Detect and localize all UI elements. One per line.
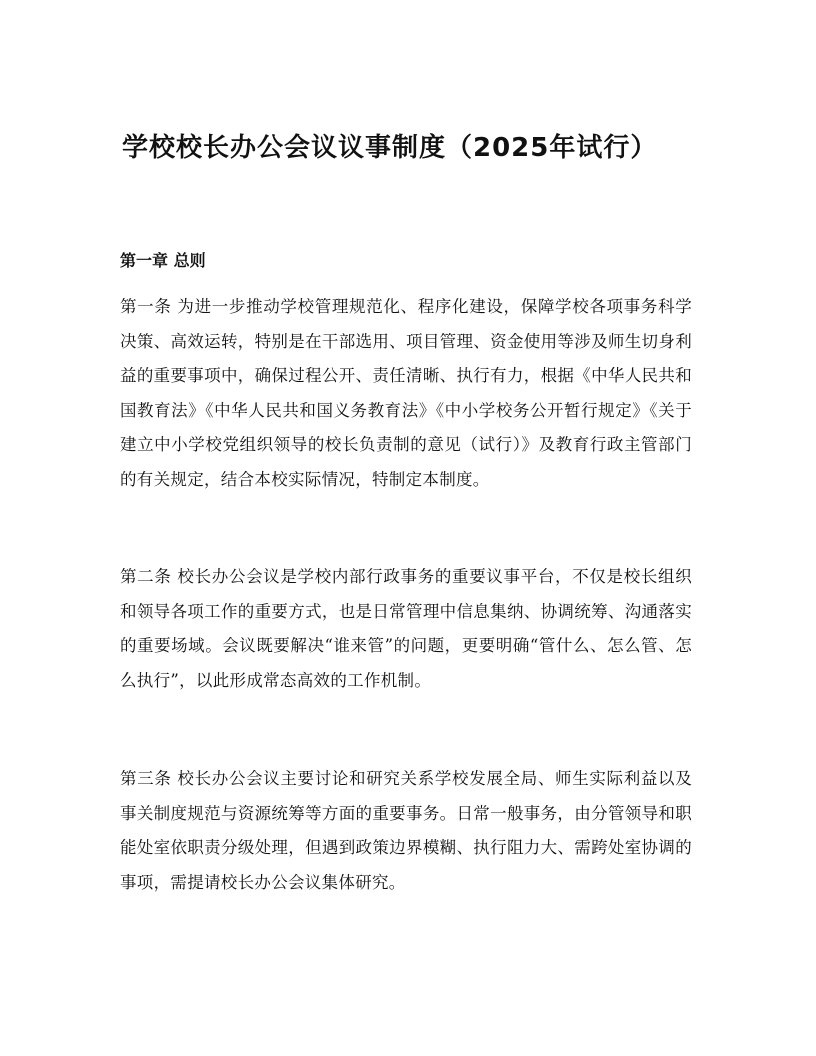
document-title: 学校校长办公会议议事制度（2025年试行） (122, 133, 658, 163)
article-1: 第一条 为进一步推动学校管理规范化、程序化建设，保障学校各项事务科学决策、高效运转，特别是在干部选用、项目管理、资金使用等涉及师生切身利益的重要事项中，确保过程公开、责任清晰、执行有力，根据《中华人民共和国教育法》《中华人民共和国义务教育法》《中小学校务公开暂行规定》《关于建立中小学校党组织领导的校长负责制的意见（试行）》及教育行政主管部门的有关规定，结合本校实际情况，特制定本制度。 (120, 297, 692, 489)
article-3: 第三条 校长办公会议主要讨论和研究关系学校发展全局、师生实际利益以及事关制度规范与资源统筹等方面的重要事务。日常一般事务，由分管领导和职能处室依职责分级处理，但遇到政策边界模糊、执行阻力大、需跨处室协调的事项，需提请校长办公会议集体研究。 (120, 769, 692, 892)
chapter-heading: 第一章 总则 (120, 251, 206, 270)
article-2: 第二条 校长办公会议是学校内部行政事务的重要议事平台，不仅是校长组织和领导各项工作的重要方式，也是日常管理中信息集纳、协调统筹、沟通落实的重要场域。会议既要解决“谁来管”的问题，更要明确“管什么、怎么管、怎么执行”，以此形成常态高效的工作机制。 (120, 567, 692, 690)
